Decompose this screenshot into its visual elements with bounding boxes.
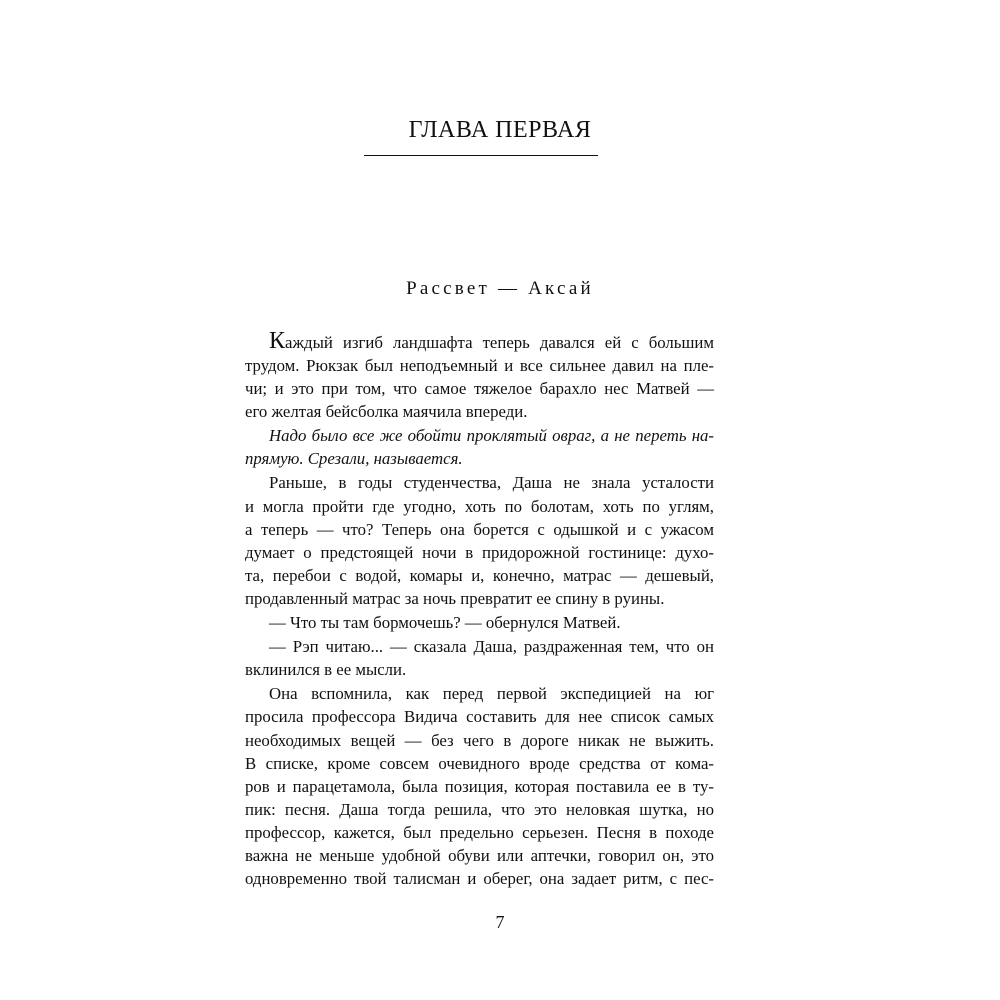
paragraph-1-line-3: чи; и это при том, что самое тяжелое барахло нес Матвей — xyxy=(245,379,714,399)
paragraph-6-line-2: просила профессора Видича составить для нее список самых xyxy=(245,707,714,727)
paragraph-6-line-8: важна не меньше удобной обуви или аптечки, говорил он, это xyxy=(245,845,714,865)
paragraph-1-line-1-text: аждый изгиб ландшафта теперь давался ей с большим xyxy=(285,333,714,352)
chapter-divider xyxy=(364,155,598,156)
paragraph-5-line-2: вклинился в ее мысли. xyxy=(245,660,407,680)
paragraph-6-line-5: ров и парацетамола, была позиция, которая поставила ее в ту- xyxy=(245,776,714,796)
paragraph-3-line-5: та, перебои с водой, комары и, конечно, матрас — дешевый, xyxy=(245,565,714,585)
paragraph-2-line-1: Надо было все же обойти проклятый овраг, а не переть на- xyxy=(269,426,714,446)
paragraph-6-line-6: пик: песня. Даша тогда решила, что это неловкая шутка, но xyxy=(245,799,714,819)
section-title: Рассвет — Аксай xyxy=(406,278,594,299)
body-text xyxy=(245,328,714,890)
paragraph-3-line-3: а теперь — что? Теперь она борется с одышкой и с ужасом xyxy=(245,519,714,539)
paragraph-1-line-4: его желтая бейсболка маячила впереди. xyxy=(245,402,528,422)
paragraph-3-line-1: Раньше, в годы студенчества, Даша не знала усталости xyxy=(269,473,714,493)
paragraph-6-line-1: Она вспомнила, как перед первой экспедицией на юг xyxy=(269,684,714,704)
chapter-title: ГЛАВА ПЕРВАЯ xyxy=(408,117,592,143)
paragraph-1-line-1 xyxy=(245,328,714,354)
paragraph-6-line-9: одновременно твой талисман и оберег, она задает ритм, с пес- xyxy=(245,869,714,889)
paragraph-5-line-1: — Рэп читаю... — сказала Даша, раздраженная тем, что он xyxy=(269,637,714,657)
paragraph-3-line-4: думает о предстоящей ночи в придорожной гостинице: духо- xyxy=(245,542,714,562)
drop-cap: К xyxy=(269,328,286,354)
paragraph-3-line-2: и могла пройти где угодно, хоть по болотам, хоть по углям, xyxy=(245,496,714,516)
paragraph-6-line-4: В списке, кроме совсем очевидного вроде средства от кома- xyxy=(245,753,714,773)
paragraph-3-line-6: продавленный матрас за ночь превратит ее спину в руины. xyxy=(245,588,665,608)
paragraph-4-line-1: — Что ты там бормочешь? — обернулся Матвей. xyxy=(269,613,621,633)
paragraph-2-line-2: прямую. Срезали, называется. xyxy=(245,449,463,469)
paragraph-1-line-2: трудом. Рюкзак был неподъемный и все сильнее давил на пле- xyxy=(245,356,714,375)
paragraph-6-line-7: профессор, кажется, был предельно серьезен. Песня в походе xyxy=(245,822,714,842)
page-number: 7 xyxy=(495,912,505,932)
paragraph-6-line-3: необходимых вещей — без чего в дороге никак не выжить. xyxy=(245,730,714,750)
